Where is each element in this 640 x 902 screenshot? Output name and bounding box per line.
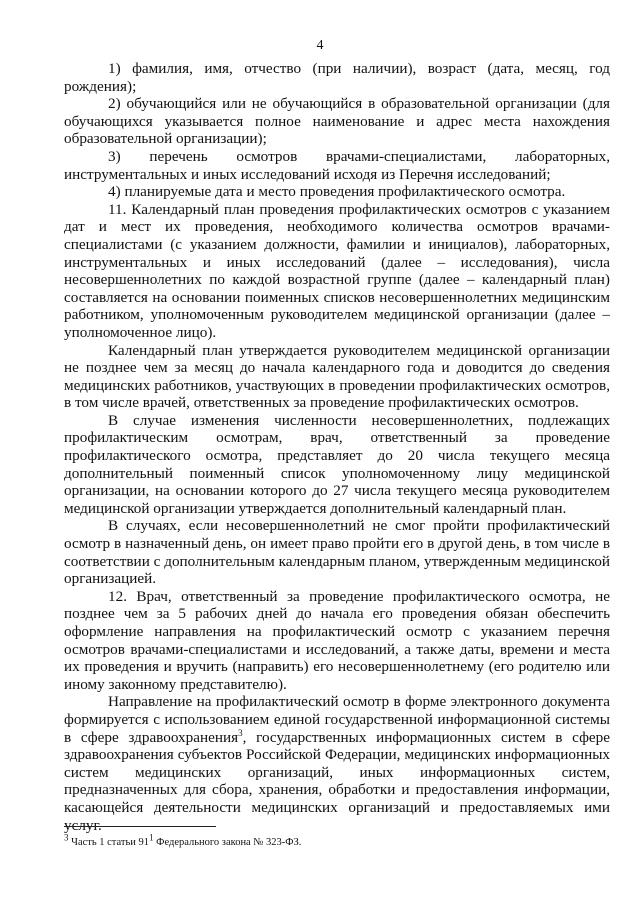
footnote-reference[interactable]: 3: [238, 727, 243, 738]
paragraph-3: 3) перечень осмотров врачами-специалистами, лабораторных, инструментальных и иных исследований исходя из Перечня исследований;: [64, 147, 610, 183]
paragraph-9: 12. Врач, ответственный за проведение профилактического осмотра, не позднее чем за 5 рабочих дней до начала его проведения обязан обеспечить оформление направления на профилактический осмотр с указанием перечня осмотров врачами-специалистами и исследований, а также даты, времени и места их проведения и вручить (направить) его несовершеннолетнему (его родителю или иному законному представителю).: [64, 587, 610, 693]
page-number: 4: [316, 38, 324, 53]
footnote-mark: 3: [64, 832, 69, 843]
paragraph-4: 4) планируемые дата и место проведения профилактического осмотра.: [108, 183, 566, 201]
document-body: [64, 60, 610, 834]
paragraph-7: В случае изменения численности несовершеннолетних, подлежащих профилактическим осмотрам, врач, ответственный за проведение профилактического осмотра, представляет до 20 числа текущего месяца дополнительный поименный список уполномоченному лицу медицинской организации, на основании которого до 27 числа текущего месяца руководителем медицинской организации утверждается дополнительный календарный план.: [64, 411, 610, 517]
paragraph-10-end: , государственных информационных систем в сфере здравоохранения субъектов Российской Федерации, медицинских информационных систем медицинских организаций, иных информационных систем, предназначенных для сбора, хранения, обработки и предоставления информации, касающейся деятельности медицинских организаций и предоставляемых ими услуг.: [64, 728, 610, 834]
paragraph-10-start: Направление на профилактический осмотр в форме электронного документа формируется с использованием единой государственной информационной системы в сфере здравоохранения: [64, 693, 610, 746]
footnote-text-end: Федерального закона № 323-ФЗ.: [153, 837, 302, 848]
footnote-separator: [64, 826, 216, 827]
paragraph-1: 1) фамилия, имя, отчество (при наличии), возраст (дата, месяц, год рождения);: [64, 60, 610, 95]
paragraph-5: 11. Календарный план проведения профилактических осмотров с указанием дат и мест их проведения, необходимого количества осмотров врачами-специалистами (с указанием должности, фамилии и инициалов), лабораторных, инструментальных и иных исследований (далее – исследования), числа несовершеннолетних по каждой возрастной группе (далее – календарный план) составляется на основании поименных списков несовершеннолетних медицинским работником, уполномоченным руководителем медицинской организации (далее – уполномоченное лицо).: [64, 200, 610, 341]
paragraph-6: Календарный план утверждается руководителем медицинской организации не позднее чем за месяц до начала календарного года и доводится до сведения медицинских работников, участвующих в проведении профилактических осмотров, в том числе врачей, ответственных за проведение профилактических осмотров.: [64, 341, 610, 412]
footnote-article-sup: 1: [149, 832, 154, 843]
paragraph-2: 2) обучающийся или не обучающийся в образовательной организации (для обучающихся указывается полное наименование и адрес места нахождения образовательной организации);: [64, 95, 610, 148]
paragraph-10: [64, 693, 610, 834]
footnote-text-start: Часть 1 статьи 91: [68, 837, 150, 848]
paragraph-8: В случаях, если несовершеннолетний не смог пройти профилактический осмотр в назначенный день, он имеет право пройти его в другой день, в том числе в соответствии с дополнительным календарным планом, утвержденным медицинской организацией.: [64, 517, 610, 588]
footnote: [64, 832, 610, 849]
